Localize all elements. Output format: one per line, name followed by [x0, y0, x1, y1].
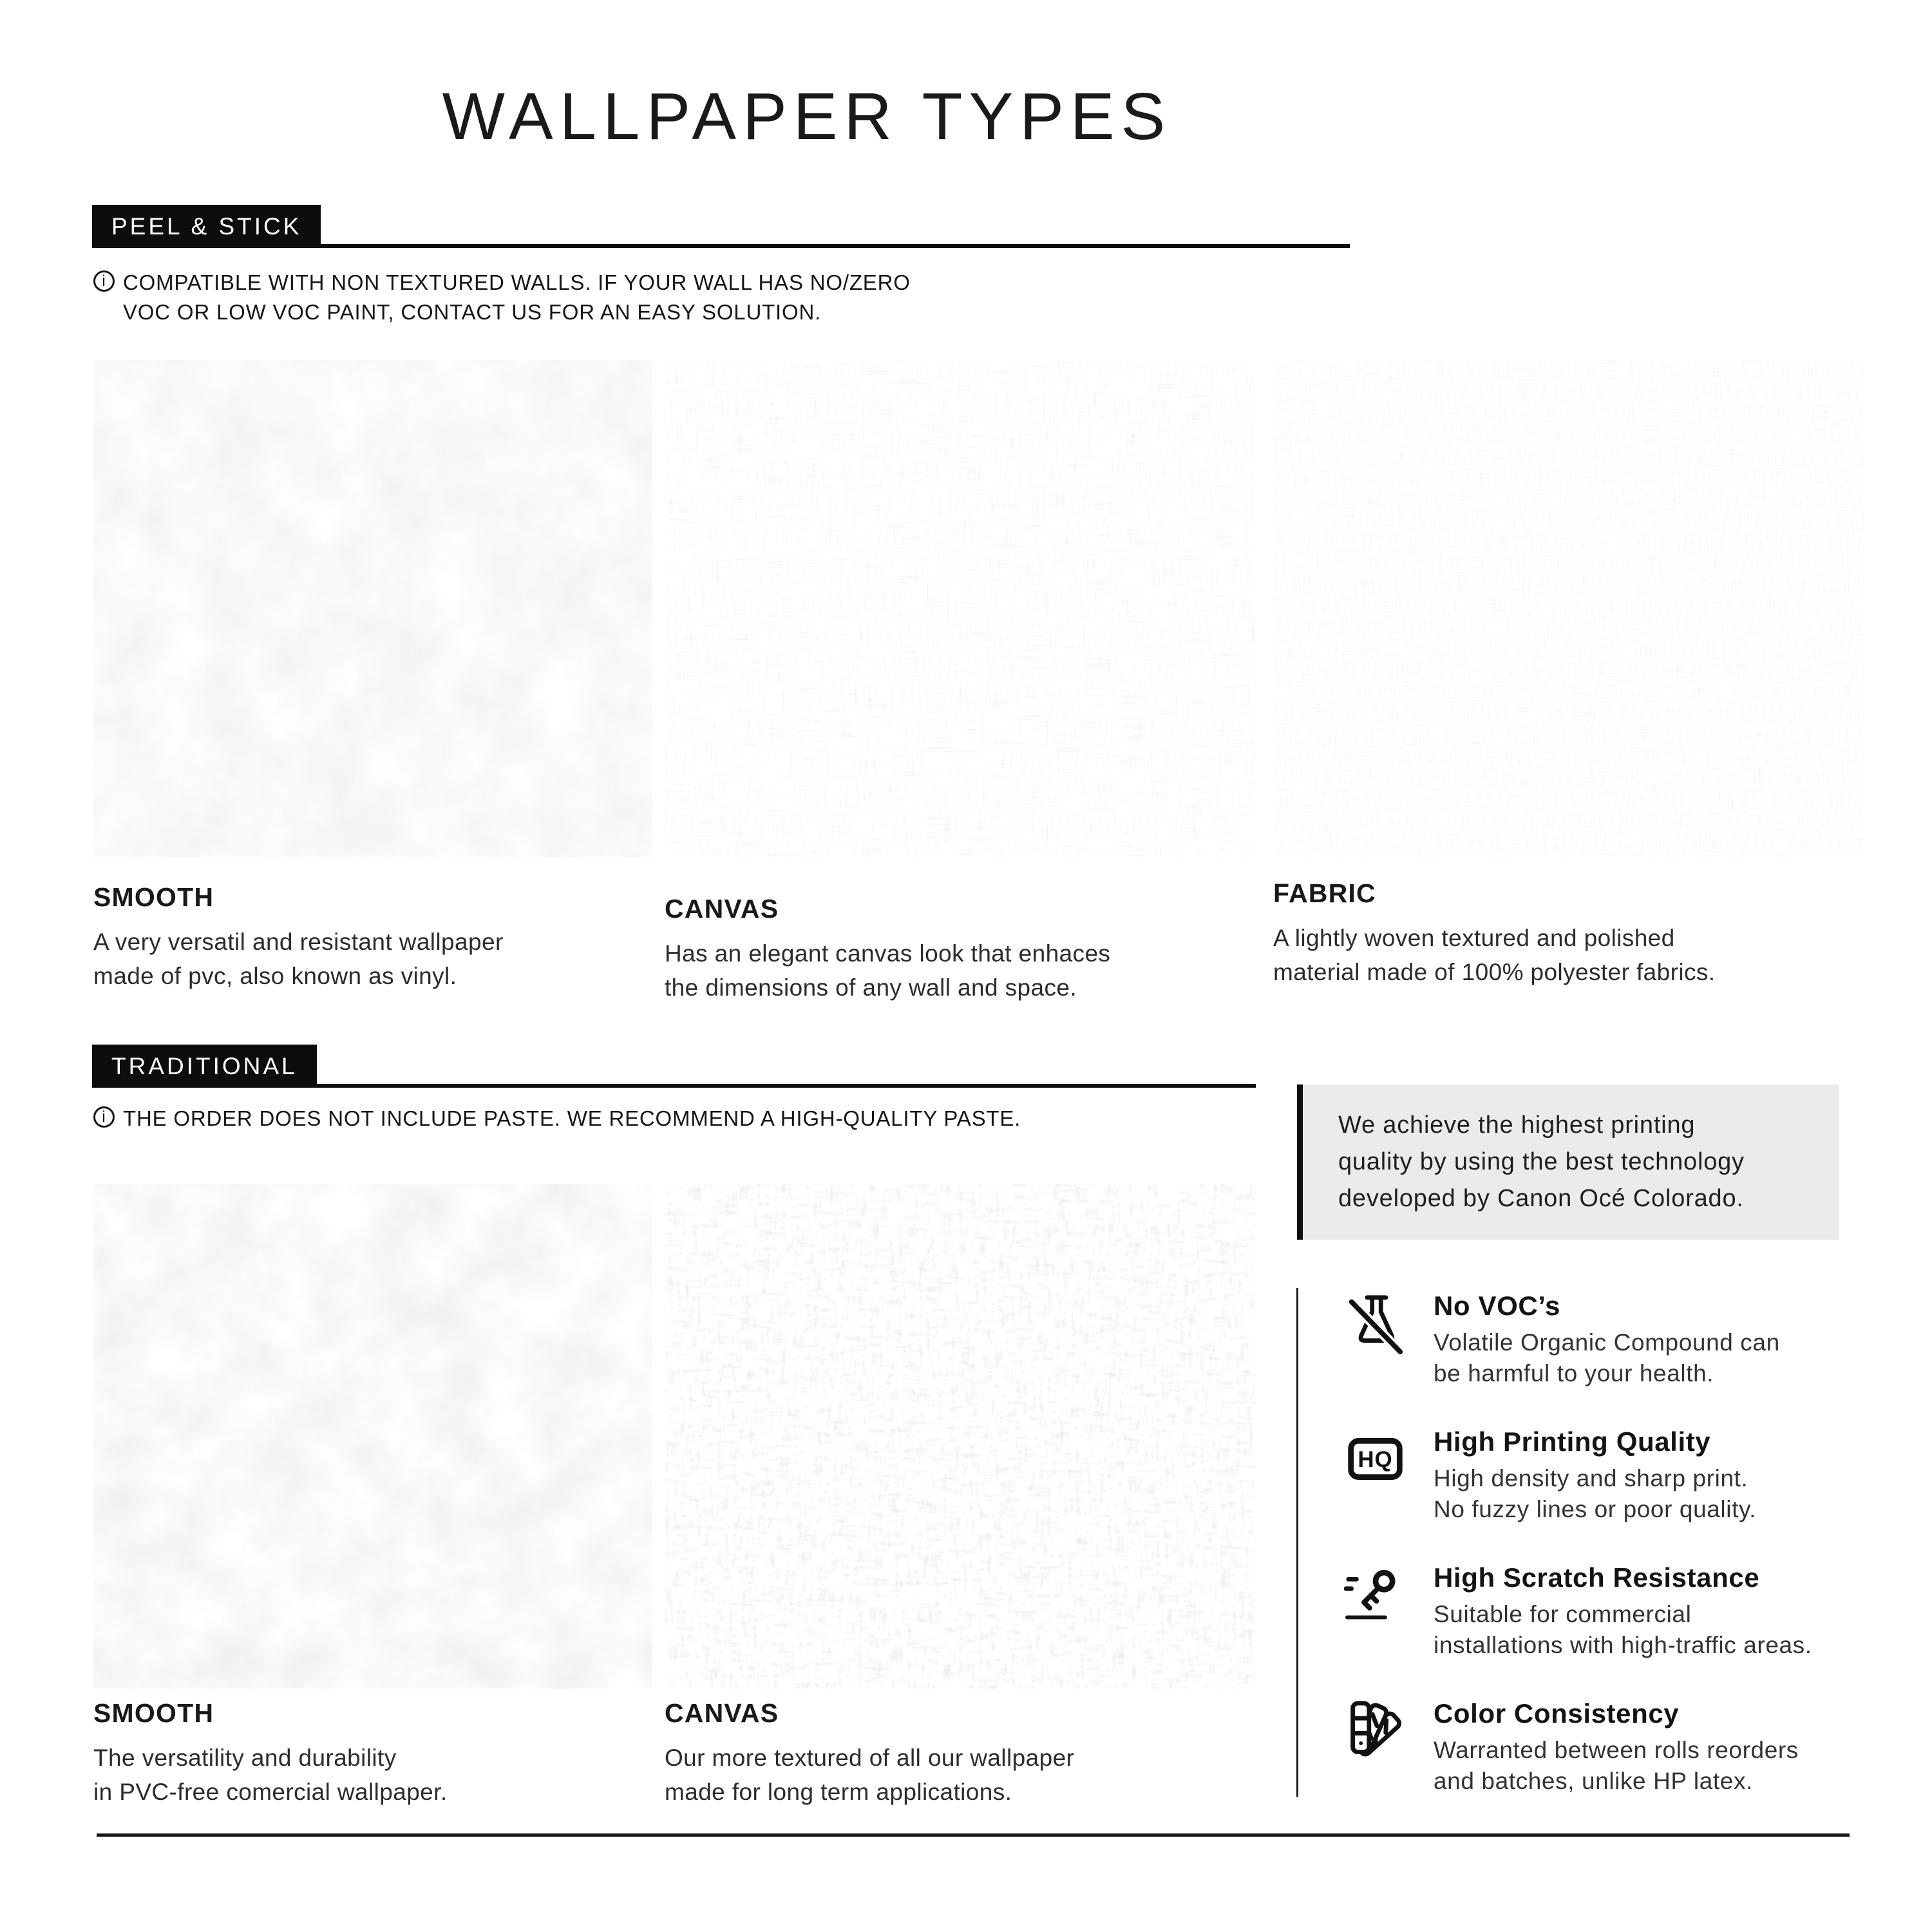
features-list — [1296, 1288, 1858, 1797]
section-header-traditional — [92, 1045, 1256, 1088]
type-name: SMOOTH — [93, 882, 214, 912]
type-name: CANVAS — [665, 894, 779, 923]
caption-traditional-smooth — [93, 1698, 652, 1809]
hq-badge-icon — [1344, 1428, 1406, 1490]
type-description: The versatility and durability in PVC-free comercial wallpaper. — [93, 1745, 448, 1805]
printing-quality-callout — [1297, 1084, 1839, 1240]
swatch-peel-stick-fabric — [1274, 360, 1864, 857]
section-label-peel-stick: PEEL & STICK — [92, 205, 321, 248]
info-icon-glyph: i — [102, 1108, 106, 1126]
note-line: VOC OR LOW VOC PAINT, CONTACT US FOR AN EASY SOLUTION. — [123, 300, 822, 324]
scratch-resistant-key-icon — [1344, 1564, 1406, 1626]
note-line: COMPATIBLE WITH NON TEXTURED WALLS. IF YOUR WALL HAS NO/ZERO — [123, 270, 911, 294]
info-icon-glyph: i — [102, 272, 106, 290]
type-name: FABRIC — [1273, 878, 1376, 908]
feature-description: High density and sharp print. No fuzzy lines or poor quality. — [1434, 1465, 1757, 1522]
feature-title: High Printing Quality — [1434, 1426, 1711, 1457]
type-description: Has an elegant canvas look that enhaces the dimensions of any wall and space. — [665, 940, 1111, 1001]
peel-stick-swatch-row — [93, 360, 1864, 857]
footer-divider — [97, 1833, 1850, 1837]
swatch-traditional-canvas — [665, 1184, 1255, 1689]
color-swatchbook-icon — [1344, 1700, 1406, 1762]
hq-badge-text: HQ — [1358, 1447, 1393, 1473]
type-description: A lightly woven textured and polished material made of 100% polyester fabrics. — [1273, 925, 1716, 985]
quality-note-line: quality by using the best technology — [1338, 1148, 1745, 1175]
feature-no-vocs — [1344, 1291, 1858, 1389]
feature-color-consistency — [1344, 1698, 1858, 1797]
note-line: THE ORDER DOES NOT INCLUDE PASTE. WE RECOMMEND A HIGH-QUALITY PASTE. — [123, 1106, 1021, 1130]
type-name: SMOOTH — [93, 1698, 214, 1728]
feature-description: Suitable for commercial installations with high-traffic areas. — [1434, 1601, 1812, 1658]
traditional-swatch-row — [93, 1184, 1255, 1689]
feature-high-scratch-resistance — [1344, 1562, 1858, 1661]
type-description: Our more textured of all our wallpaper made for long term applications. — [665, 1745, 1075, 1805]
swatch-peel-stick-smooth — [93, 360, 652, 857]
traditional-note — [93, 1104, 1021, 1133]
feature-title: No VOC’s — [1434, 1291, 1560, 1321]
feature-title: High Scratch Resistance — [1434, 1562, 1760, 1593]
caption-peel-stick-smooth — [93, 882, 652, 993]
type-name: CANVAS — [665, 1698, 779, 1728]
feature-title: Color Consistency — [1434, 1698, 1680, 1728]
info-icon — [93, 270, 115, 292]
peel-stick-note — [93, 268, 911, 327]
feature-description: Warranted between rolls reorders and batches, unlike HP latex. — [1434, 1737, 1799, 1794]
quality-note-line: developed by Canon Océ Colorado. — [1338, 1185, 1744, 1212]
page-title: WALLPAPER TYPES — [442, 79, 1172, 153]
caption-traditional-canvas — [665, 1698, 1255, 1809]
section-header-peel-stick — [92, 205, 1350, 248]
caption-peel-stick-canvas — [665, 894, 1255, 1005]
no-voc-flask-icon — [1344, 1292, 1406, 1354]
info-icon — [93, 1106, 115, 1128]
feature-description: Volatile Organic Compound can be harmful to your health. — [1434, 1329, 1780, 1387]
section-label-traditional: TRADITIONAL — [92, 1045, 317, 1088]
caption-peel-stick-fabric — [1273, 878, 1864, 989]
feature-high-printing-quality — [1344, 1426, 1858, 1525]
swatch-peel-stick-canvas — [665, 360, 1255, 857]
quality-note-line: We achieve the highest printing — [1338, 1112, 1696, 1139]
type-description: A very versatil and resistant wallpaper made of pvc, also known as vinyl. — [93, 929, 504, 989]
swatch-traditional-smooth — [93, 1184, 652, 1689]
